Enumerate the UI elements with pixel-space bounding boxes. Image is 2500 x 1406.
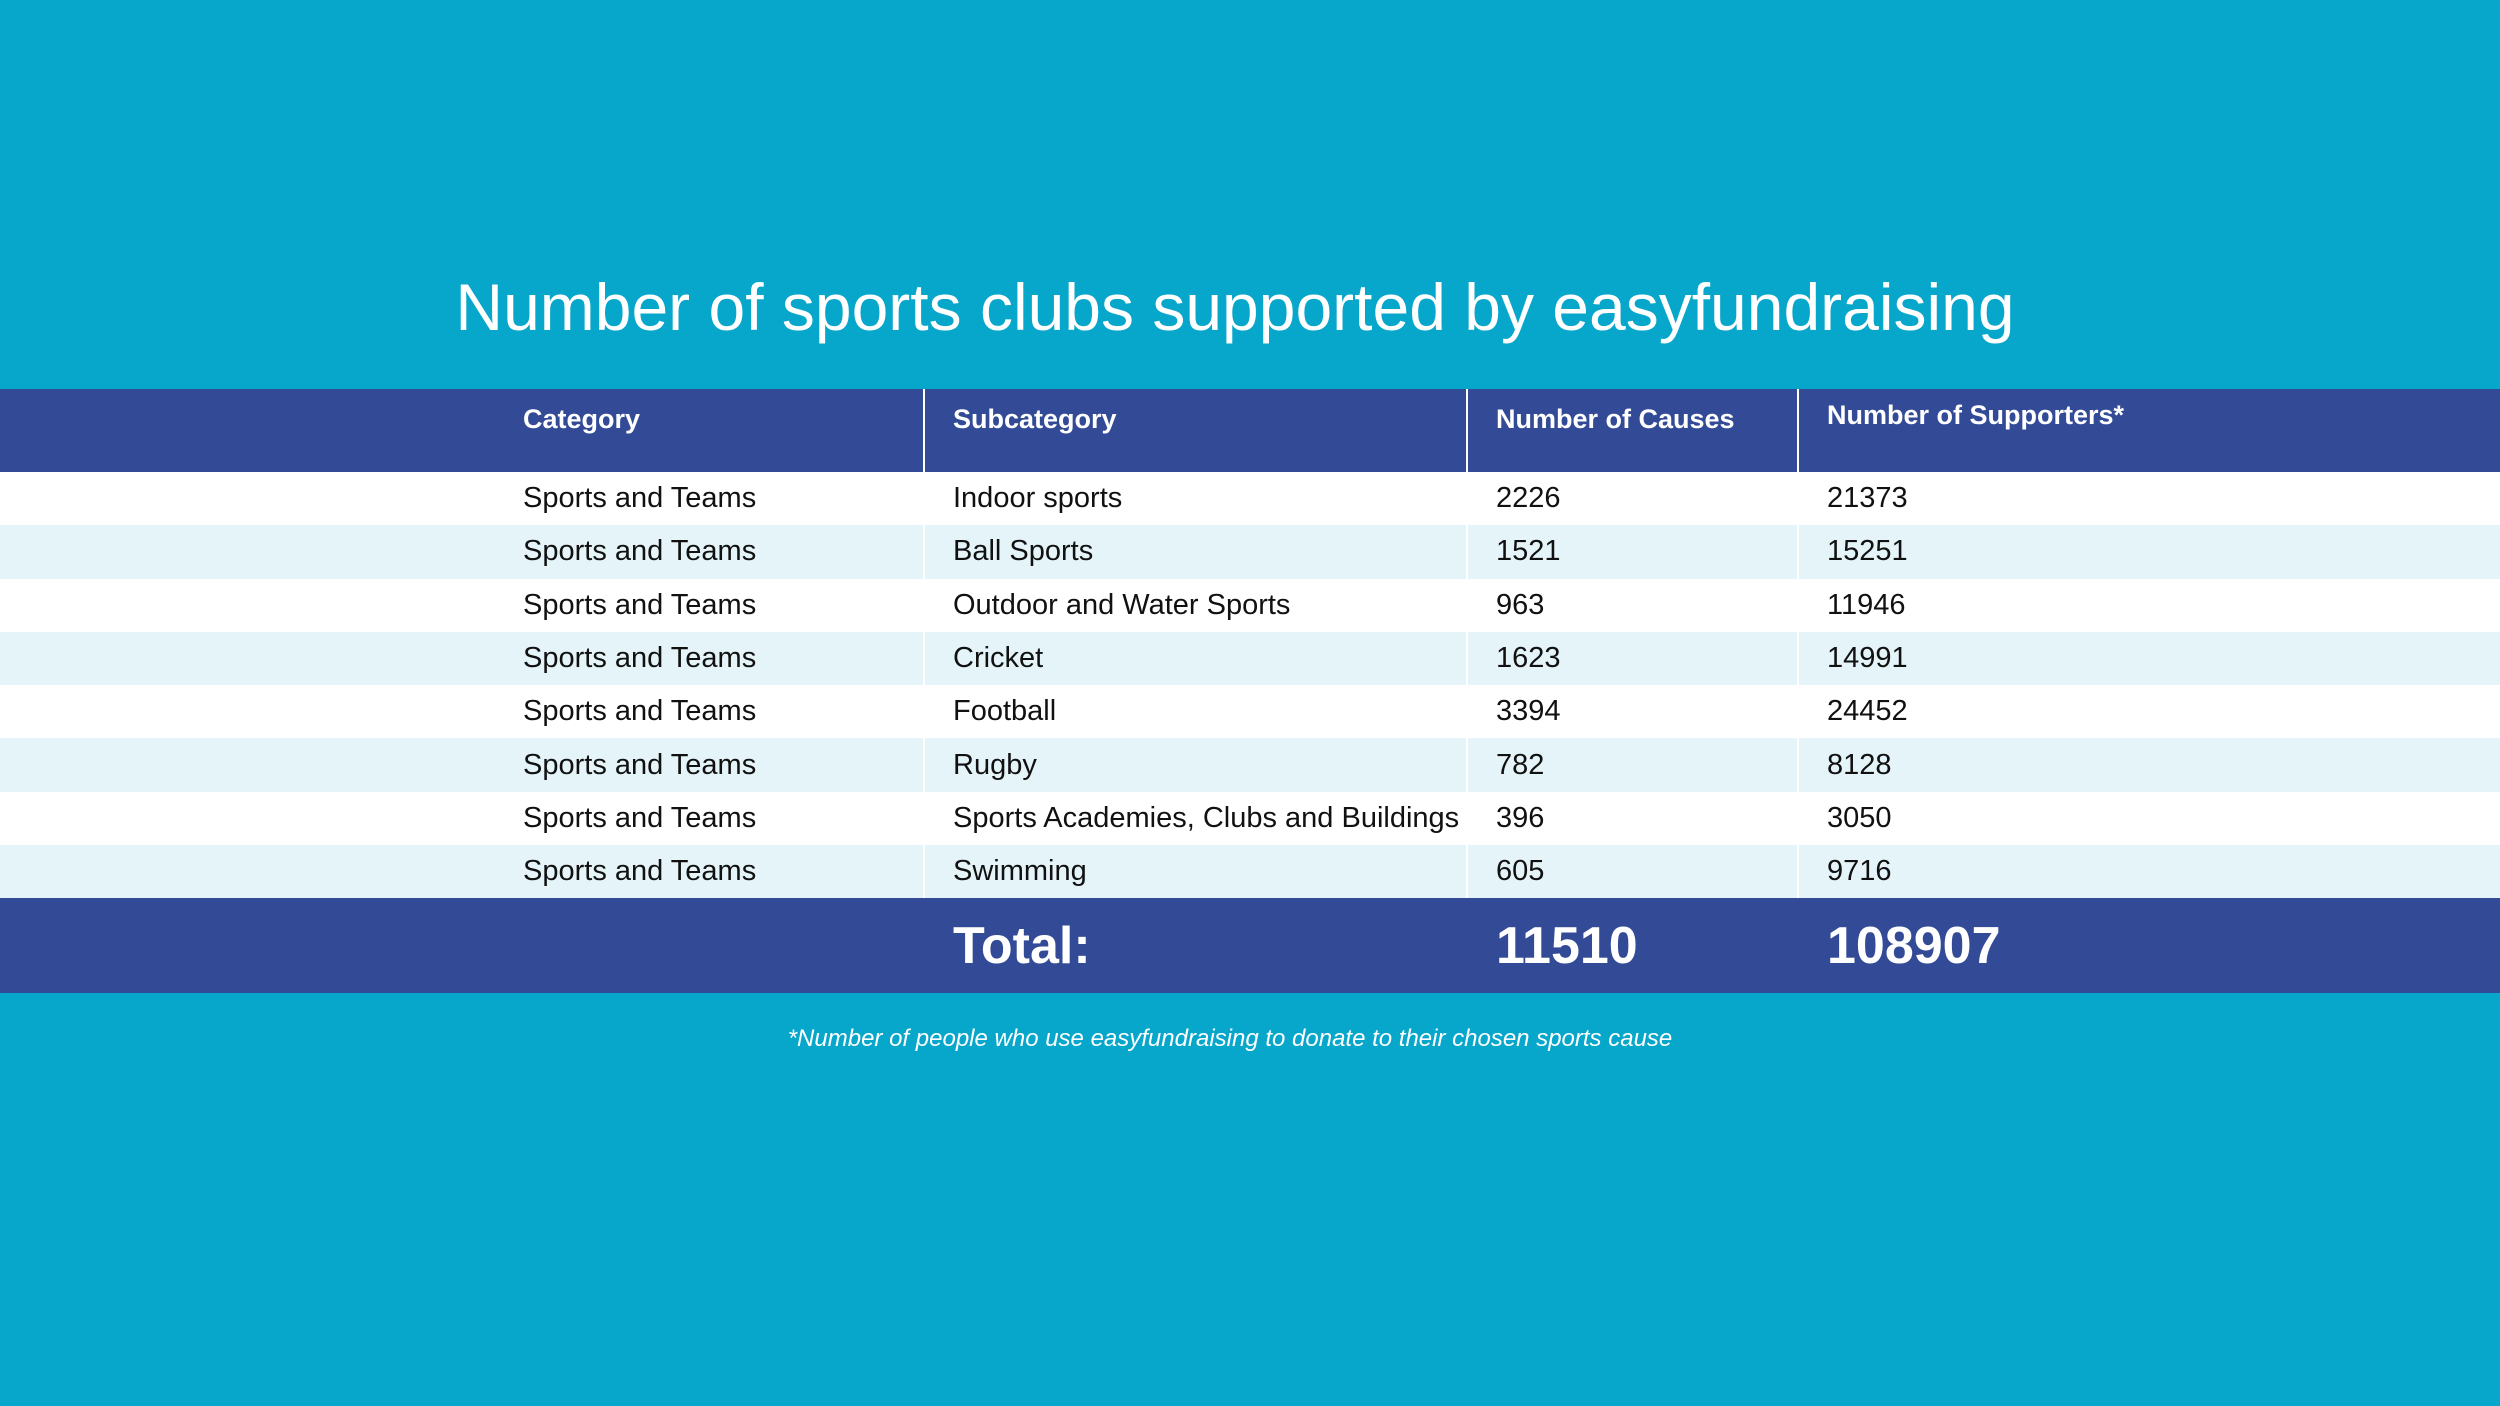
header-category: Category xyxy=(523,404,641,434)
column-divider xyxy=(1466,472,1468,525)
table-row xyxy=(0,472,2500,525)
column-divider xyxy=(1797,792,1799,845)
column-divider xyxy=(1466,389,1468,472)
column-divider xyxy=(923,389,925,472)
cell-causes: 1521 xyxy=(1496,535,1561,568)
cell-category: Sports and Teams xyxy=(523,482,757,515)
cell-subcategory: Sports Academies, Clubs and Buildings xyxy=(953,801,1460,834)
column-divider xyxy=(923,792,925,845)
column-divider xyxy=(1797,525,1799,578)
header-number-of-causes: Number of Causes xyxy=(1496,404,1735,434)
table-body xyxy=(0,472,2500,898)
table-row xyxy=(0,845,2500,898)
cell-causes: 396 xyxy=(1496,801,1545,834)
cell-subcategory: Indoor sports xyxy=(953,482,1123,515)
cell-causes: 963 xyxy=(1496,588,1545,621)
column-divider xyxy=(923,738,925,791)
table-header-row xyxy=(0,389,2500,472)
column-divider xyxy=(1466,632,1468,685)
cell-supporters: 15251 xyxy=(1827,535,1908,568)
column-divider xyxy=(923,579,925,632)
column-divider xyxy=(1797,632,1799,685)
cell-subcategory: Cricket xyxy=(953,642,1044,675)
cell-category: Sports and Teams xyxy=(523,588,757,621)
total-supporters: 108907 xyxy=(1827,916,2001,975)
cell-subcategory: Rugby xyxy=(953,748,1037,781)
column-divider xyxy=(923,632,925,685)
cell-subcategory: Swimming xyxy=(953,855,1087,888)
column-divider xyxy=(923,845,925,898)
cell-causes: 605 xyxy=(1496,855,1545,888)
header-subcategory: Subcategory xyxy=(953,404,1117,434)
cell-category: Sports and Teams xyxy=(523,535,757,568)
cell-causes: 782 xyxy=(1496,748,1545,781)
cell-causes: 3394 xyxy=(1496,695,1561,728)
column-divider xyxy=(1466,685,1468,738)
cell-supporters: 14991 xyxy=(1827,642,1908,675)
cell-supporters: 3050 xyxy=(1827,801,1892,834)
cell-causes: 2226 xyxy=(1496,482,1561,515)
cell-category: Sports and Teams xyxy=(523,801,757,834)
table-row xyxy=(0,525,2500,578)
column-divider xyxy=(1797,389,1799,472)
cell-category: Sports and Teams xyxy=(523,855,757,888)
column-divider xyxy=(923,525,925,578)
table-row xyxy=(0,579,2500,632)
table-row xyxy=(0,632,2500,685)
header-number-of-supporters: Number of Supporters* xyxy=(1827,400,2125,430)
column-divider xyxy=(1466,738,1468,791)
cell-subcategory: Outdoor and Water Sports xyxy=(953,588,1291,621)
page-title: Number of sports clubs supported by easyfundraising xyxy=(455,270,2015,344)
column-divider xyxy=(1466,579,1468,632)
column-divider xyxy=(923,472,925,525)
table-row xyxy=(0,685,2500,738)
cell-supporters: 21373 xyxy=(1827,482,1908,515)
cell-category: Sports and Teams xyxy=(523,748,757,781)
cell-supporters: 24452 xyxy=(1827,695,1908,728)
cell-subcategory: Football xyxy=(953,695,1057,728)
cell-supporters: 9716 xyxy=(1827,855,1892,888)
footnote: *Number of people who use easyfundraising to donate to their chosen sports cause xyxy=(787,1025,1673,1052)
total-label: Total: xyxy=(953,916,1091,975)
cell-causes: 1623 xyxy=(1496,642,1561,675)
column-divider xyxy=(1797,845,1799,898)
column-divider xyxy=(1797,579,1799,632)
table-row xyxy=(0,738,2500,791)
column-divider xyxy=(1797,472,1799,525)
cell-subcategory: Ball Sports xyxy=(953,535,1094,568)
column-divider xyxy=(1797,685,1799,738)
column-divider xyxy=(1466,525,1468,578)
column-divider xyxy=(1466,845,1468,898)
table-total-row xyxy=(0,898,2500,993)
cell-supporters: 11946 xyxy=(1827,588,1906,621)
column-divider xyxy=(923,685,925,738)
sports-clubs-table xyxy=(0,389,2500,993)
table-row xyxy=(0,792,2500,845)
total-causes: 11510 xyxy=(1496,916,1638,975)
cell-supporters: 8128 xyxy=(1827,748,1892,781)
cell-category: Sports and Teams xyxy=(523,642,757,675)
column-divider xyxy=(1466,792,1468,845)
cell-category: Sports and Teams xyxy=(523,695,757,728)
column-divider xyxy=(1797,738,1799,791)
